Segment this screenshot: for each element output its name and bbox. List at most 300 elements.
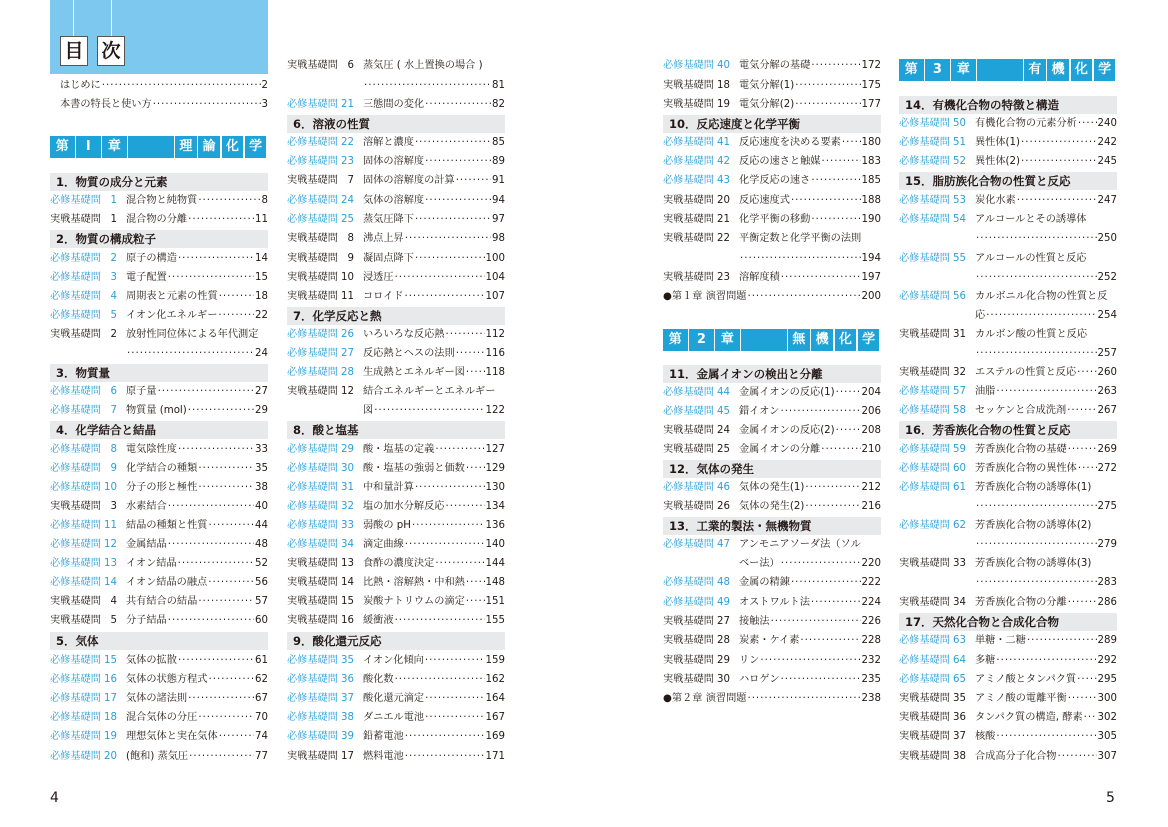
- leader-dots: [811, 172, 860, 190]
- entry-title: 本書の特長と使い方: [60, 99, 152, 110]
- leader-dots: [425, 690, 484, 708]
- leader-dots: [198, 192, 260, 210]
- leader-dots: [780, 403, 860, 421]
- entry-page: 40: [255, 501, 268, 512]
- leader-dots: [395, 612, 485, 630]
- toc-entry[interactable]: [663, 498, 881, 516]
- entry-page: 100: [485, 253, 505, 264]
- entry-number: 8: [347, 233, 354, 244]
- toc-entry[interactable]: [287, 460, 505, 478]
- toc-entry[interactable]: [899, 517, 1117, 535]
- entry-label: [663, 594, 739, 612]
- toc-entry[interactable]: [287, 652, 505, 670]
- toc-entry[interactable]: [899, 632, 1117, 650]
- toc-entry[interactable]: [899, 326, 1117, 344]
- toc-entry[interactable]: [899, 153, 1117, 171]
- leader-dots: [760, 652, 860, 670]
- entry-label-text: 実戦基礎問: [663, 99, 714, 110]
- entry-label-text: 実戦基礎問: [50, 596, 101, 607]
- entry-title: 電気分解(1): [739, 80, 795, 91]
- entry-title: 塩の加水分解反応: [363, 501, 445, 512]
- entry-label: [287, 250, 363, 268]
- entry-title: 芳香族化合物の異性体: [975, 463, 1077, 474]
- entry-title: (飽和) 蒸気圧: [126, 751, 189, 762]
- toc-entry[interactable]: [663, 422, 881, 440]
- entry-page: 245: [1097, 156, 1117, 167]
- entry-number: 45: [716, 406, 730, 417]
- entry-page: 232: [861, 655, 881, 666]
- entry-label: [287, 671, 363, 689]
- entry-page: 222: [861, 577, 881, 588]
- toc-entry-continuation[interactable]: [287, 77, 505, 95]
- toc-entry[interactable]: [50, 402, 268, 420]
- toc-entry[interactable]: [899, 690, 1117, 708]
- entry-title: 炭酸ナトリウムの滴定: [363, 596, 465, 607]
- leader-dots: [1027, 632, 1097, 650]
- toc-entry[interactable]: [50, 517, 268, 535]
- toc-entry[interactable]: [663, 172, 881, 190]
- entry-page: 52: [255, 558, 268, 569]
- entry-label: [50, 250, 126, 268]
- toc-entry-continuation[interactable]: [899, 498, 1117, 516]
- entry-label-text: 必修基礎問: [287, 674, 338, 685]
- chapter-char: 学: [1094, 59, 1116, 81]
- entry-number: 58: [952, 405, 966, 416]
- toc-entry-continuation[interactable]: [899, 345, 1117, 363]
- entry-label-text: 必修基礎問: [899, 137, 950, 148]
- entry-label-text: 必修基礎問: [287, 501, 338, 512]
- entry-title: 気体の状態方程式: [126, 674, 208, 685]
- leader-dots: [466, 364, 485, 382]
- toc-entry[interactable]: [287, 153, 505, 171]
- entry-label: [287, 441, 363, 459]
- leader-dots: [795, 96, 860, 114]
- toc-entry[interactable]: [899, 250, 1117, 268]
- leader-dots: [189, 748, 254, 766]
- toc-entry[interactable]: [287, 230, 505, 248]
- toc-entry[interactable]: [50, 288, 268, 306]
- entry-number: 24: [716, 425, 730, 436]
- entry-label-text: 必修基礎問: [50, 558, 101, 569]
- entry-label-text: 必修基礎問: [50, 520, 101, 531]
- toc-entry-continuation[interactable]: [899, 536, 1117, 554]
- chapter-char: 有: [1024, 59, 1046, 81]
- leader-dots: [781, 671, 861, 689]
- entry-label: [50, 460, 126, 478]
- entry-label: [663, 479, 739, 497]
- entry-label: [287, 96, 363, 114]
- entry-label-text: 必修基礎問: [663, 597, 714, 608]
- toc-entry[interactable]: [287, 383, 505, 401]
- section-heading: 15．脂肪族化合物の性質と反応: [899, 172, 1117, 190]
- section-heading: 10．反応速度と化学平衡: [663, 115, 881, 133]
- entry-page: 208: [861, 425, 881, 436]
- toc-entry[interactable]: [663, 384, 881, 402]
- toc-entry[interactable]: [663, 632, 881, 650]
- toc-entry[interactable]: [899, 134, 1117, 152]
- entry-number: 4: [110, 291, 117, 302]
- entry-label: [899, 211, 975, 229]
- leader-dots: [412, 517, 485, 535]
- toc-entry[interactable]: [663, 536, 881, 554]
- entry-page: 85: [492, 137, 505, 148]
- entry-number: 3: [110, 272, 117, 283]
- entry-number: 31: [952, 329, 966, 340]
- entry-label-text: 必修基礎問: [287, 693, 338, 704]
- toc-entry[interactable]: [287, 671, 505, 689]
- entry-label-text: 必修基礎問: [287, 156, 338, 167]
- entry-title: 電気分解の基礎: [739, 60, 811, 71]
- toc-entry-continuation[interactable]: [899, 307, 1117, 325]
- entry-number: 44: [716, 387, 730, 398]
- entry-title: 芳香族化合物の分離: [975, 597, 1067, 608]
- toc-entry[interactable]: [50, 728, 268, 746]
- leader-dots: [805, 479, 860, 497]
- toc-entry[interactable]: [287, 555, 505, 573]
- entry-page: 204: [861, 387, 881, 398]
- leader-dots: [836, 422, 861, 440]
- entry-number: 12: [103, 539, 117, 550]
- toc-entry[interactable]: [50, 498, 268, 516]
- entry-number: 18: [103, 712, 117, 723]
- entry-page: 190: [861, 214, 881, 225]
- toc-entry[interactable]: [899, 402, 1117, 420]
- entry-number: 48: [716, 577, 730, 588]
- toc-entry[interactable]: [287, 57, 505, 75]
- toc-entry[interactable]: [50, 192, 268, 210]
- entry-number: 6: [347, 60, 354, 71]
- toc-entry-continuation[interactable]: [287, 402, 505, 420]
- entry-label-text: 必修基礎問: [899, 386, 950, 397]
- entry-page: 94: [492, 195, 505, 206]
- entry-label: [287, 728, 363, 746]
- toc-entry[interactable]: [287, 690, 505, 708]
- leader-dots: [795, 77, 860, 95]
- section-heading: 13．工業的製法・無機物質: [663, 517, 881, 535]
- entry-page: 235: [861, 674, 881, 685]
- entry-number: 14: [340, 577, 354, 588]
- toc-entry[interactable]: [899, 652, 1117, 670]
- entry-number: 27: [340, 348, 354, 359]
- toc-entry[interactable]: [50, 748, 268, 766]
- entry-label-text: 実戦基礎問: [663, 674, 714, 685]
- leader-dots: [425, 192, 491, 210]
- chapter-char: 化: [835, 329, 857, 351]
- toc-entry[interactable]: [899, 671, 1117, 689]
- toc-entry[interactable]: [899, 192, 1117, 210]
- entry-label-text: 実戦基礎問: [899, 597, 950, 608]
- toc-entry[interactable]: [50, 479, 268, 497]
- toc-entry[interactable]: [287, 192, 505, 210]
- entry-page: 238: [861, 693, 881, 704]
- toc-entry[interactable]: [899, 479, 1117, 497]
- entry-page: 11: [255, 214, 268, 225]
- toc-entry-continuation[interactable]: [663, 555, 881, 573]
- toc-entry[interactable]: [50, 690, 268, 708]
- toc-entry[interactable]: [663, 57, 881, 75]
- entry-page: 220: [861, 558, 881, 569]
- toc-entry[interactable]: [663, 652, 881, 670]
- entry-label: [899, 192, 975, 210]
- entry-label-text: 必修基礎問: [50, 463, 101, 474]
- toc-entry[interactable]: [899, 709, 1117, 727]
- entry-title: アンモニアソーダ法（ソル: [739, 539, 861, 550]
- section-heading: 17．天然化合物と合成化合物: [899, 613, 1117, 631]
- entry-label: [663, 192, 739, 210]
- leader-dots: [1084, 709, 1097, 727]
- entry-number: 34: [952, 597, 966, 608]
- toc-entry[interactable]: [287, 517, 505, 535]
- entry-label-text: 必修基礎問: [50, 253, 101, 264]
- toc-entry[interactable]: [899, 594, 1117, 612]
- leader-dots: [208, 574, 254, 592]
- entry-label-text: 必修基礎問: [50, 712, 101, 723]
- toc-entry[interactable]: [899, 441, 1117, 459]
- toc-entry[interactable]: [663, 441, 881, 459]
- entry-title: 金属の精錬: [739, 577, 790, 588]
- toc-entry[interactable]: [50, 211, 268, 229]
- toc-entry[interactable]: [663, 77, 881, 95]
- chapter-char: 理: [175, 136, 197, 158]
- toc-entry[interactable]: [899, 555, 1117, 573]
- entry-label-text: 実戦基礎問: [899, 367, 950, 378]
- toc-entry[interactable]: [899, 460, 1117, 478]
- toc-entry[interactable]: [287, 96, 505, 114]
- entry-title: 気体の諸法則: [126, 693, 188, 704]
- leader-dots: [1067, 402, 1096, 420]
- entry-page: 250: [1097, 233, 1117, 244]
- entry-number: 37: [340, 693, 354, 704]
- entry-label: [287, 748, 363, 766]
- entry-title: 反応の速さと触媒: [739, 156, 821, 167]
- entry-page: 289: [1097, 635, 1117, 646]
- entry-label: [899, 134, 975, 152]
- toc-title-char: 目: [60, 36, 88, 66]
- entry-label-text: 実戦基礎問: [899, 329, 950, 340]
- toc-entry[interactable]: [50, 612, 268, 630]
- toc-entry[interactable]: [50, 536, 268, 554]
- entry-label-text: 必修基礎問: [663, 156, 714, 167]
- toc-entry[interactable]: [663, 479, 881, 497]
- entry-number: 35: [952, 693, 966, 704]
- entry-number: 50: [952, 118, 966, 129]
- entry-number: 22: [340, 137, 354, 148]
- entry-title: アルコールとその誘導体: [975, 214, 1087, 225]
- toc-entry[interactable]: [663, 574, 881, 592]
- entry-title: 核酸: [975, 731, 996, 742]
- toc-entry[interactable]: [50, 250, 268, 268]
- leader-dots: [1021, 153, 1097, 171]
- entry-title: 混合物と純物質: [126, 195, 198, 206]
- toc-entry[interactable]: [663, 690, 881, 708]
- toc-entry[interactable]: [287, 479, 505, 497]
- entry-label-text: 必修基礎問: [50, 751, 101, 762]
- entry-title: アミノ酸の電離平衡: [975, 693, 1067, 704]
- entry-title: 分子結晶: [126, 615, 167, 626]
- entry-number: 64: [952, 655, 966, 666]
- chapter-char: 学: [858, 329, 880, 351]
- entry-title: 化学反応の速さ: [739, 175, 811, 186]
- toc-entry[interactable]: [50, 460, 268, 478]
- entry-label: [899, 364, 975, 382]
- entry-label: [899, 153, 975, 171]
- entry-label-text: 実戦基礎問: [287, 751, 338, 762]
- toc-entry[interactable]: [50, 574, 268, 592]
- entry-number: 23: [340, 156, 354, 167]
- entry-title: 弱酸の pH: [363, 520, 411, 531]
- leader-dots: [976, 574, 1097, 592]
- entry-label: [50, 593, 126, 611]
- entry-title: リン: [739, 655, 760, 666]
- entry-number: 51: [952, 137, 966, 148]
- leader-dots: [188, 690, 254, 708]
- entry-label-text: 必修基礎問: [899, 195, 950, 206]
- entry-label-text: 必修基礎問: [287, 195, 338, 206]
- toc-entry[interactable]: [50, 709, 268, 727]
- toc-entry[interactable]: [287, 748, 505, 766]
- toc-entry[interactable]: [50, 307, 268, 325]
- toc-entry-continuation[interactable]: [899, 269, 1117, 287]
- toc-entry[interactable]: [663, 671, 881, 689]
- toc-entry[interactable]: [287, 211, 505, 229]
- entry-label: [50, 288, 126, 306]
- toc-entry-continuation[interactable]: [50, 345, 268, 363]
- toc-entry[interactable]: [287, 593, 505, 611]
- toc-entry[interactable]: [287, 441, 505, 459]
- entry-title: 化学結合の種類: [126, 463, 198, 474]
- chapter-char: 章: [715, 329, 740, 351]
- entry-label-text: 実戦基礎問: [663, 80, 714, 91]
- entry-label-text: 必修基礎問: [50, 539, 101, 550]
- entry-number: 31: [340, 482, 354, 493]
- entry-title: 理想気体と実在気体: [126, 731, 218, 742]
- toc-entry[interactable]: [50, 269, 268, 287]
- section-heading: 16．芳香族化合物の性質と反応: [899, 421, 1117, 439]
- toc-entry[interactable]: [287, 134, 505, 152]
- entry-label: [663, 77, 739, 95]
- toc-entry[interactable]: [899, 383, 1117, 401]
- leader-dots: [209, 671, 255, 689]
- toc-entry[interactable]: [287, 250, 505, 268]
- entry-number: 29: [340, 444, 354, 455]
- leader-dots: [219, 288, 254, 306]
- entry-page: 35: [255, 463, 268, 474]
- entry-label-text: 実戦基礎問: [287, 577, 338, 588]
- toc-entry[interactable]: [287, 269, 505, 287]
- toc-entry[interactable]: [287, 574, 505, 592]
- leader-dots: [1077, 671, 1096, 689]
- entry-title: 金属イオンの分離: [739, 444, 821, 455]
- toc-entry[interactable]: [663, 230, 881, 248]
- toc-entry[interactable]: [663, 403, 881, 421]
- entry-page: 307: [1097, 751, 1117, 762]
- entry-label: [50, 307, 126, 325]
- entry-label-text: 実戦基礎問: [287, 291, 338, 302]
- toc-entry-continuation[interactable]: [663, 250, 881, 268]
- toc-entry[interactable]: [50, 383, 268, 401]
- entry-number: 56: [952, 291, 966, 302]
- toc-entry[interactable]: [50, 652, 268, 670]
- toc-entry[interactable]: [663, 211, 881, 229]
- toc-entry[interactable]: [287, 172, 505, 190]
- toc-title-char: 次: [97, 36, 125, 66]
- leader-dots: [425, 709, 484, 727]
- toc-entry[interactable]: [287, 288, 505, 306]
- entry-number: 13: [340, 558, 354, 569]
- toc-entry[interactable]: [287, 728, 505, 746]
- toc-entry[interactable]: [50, 441, 268, 459]
- toc-entry[interactable]: [663, 594, 881, 612]
- leader-dots: [218, 307, 254, 325]
- entry-page: 144: [485, 558, 505, 569]
- toc-entry[interactable]: [50, 326, 268, 344]
- toc-entry[interactable]: [287, 364, 505, 382]
- leader-dots: [996, 728, 1096, 746]
- toc-entry[interactable]: [663, 153, 881, 171]
- toc-entry[interactable]: [663, 613, 881, 631]
- toc-entry[interactable]: [899, 748, 1117, 766]
- leader-dots: [395, 269, 485, 287]
- toc-entry-continuation[interactable]: [899, 574, 1117, 592]
- toc-entry[interactable]: [899, 288, 1117, 306]
- toc-entry[interactable]: [287, 345, 505, 363]
- toc-entry[interactable]: [899, 728, 1117, 746]
- entry-page: 164: [485, 693, 505, 704]
- entry-title: 固体の溶解度: [363, 156, 425, 167]
- toc-entry[interactable]: [663, 96, 881, 114]
- leader-dots: [415, 211, 491, 229]
- toc-entry[interactable]: [899, 115, 1117, 133]
- toc-entry[interactable]: [663, 192, 881, 210]
- entry-label: [287, 364, 363, 382]
- leader-dots: [456, 345, 485, 363]
- toc-entry[interactable]: [50, 96, 268, 114]
- entry-number: 2: [110, 329, 117, 340]
- entry-title: 中和量計算: [363, 482, 414, 493]
- toc-entry[interactable]: [50, 77, 268, 95]
- entry-title: アミノ酸とタンパク質: [975, 674, 1077, 685]
- toc-entry[interactable]: [899, 211, 1117, 229]
- entry-number: 28: [716, 635, 730, 646]
- entry-label-text: 実戦基礎問: [899, 751, 950, 762]
- toc-entry[interactable]: [50, 555, 268, 573]
- entry-title: 気体の拡散: [126, 655, 177, 666]
- entry-title: 気体の発生(2): [739, 501, 805, 512]
- entry-label-text: 必修基礎問: [50, 577, 101, 588]
- entry-label-text: 必修基礎問: [50, 482, 101, 493]
- toc-entry[interactable]: [287, 612, 505, 630]
- leader-dots: [374, 402, 484, 420]
- toc-entry[interactable]: [50, 593, 268, 611]
- entry-label: [899, 326, 975, 344]
- entry-page: 134: [485, 501, 505, 512]
- toc-entry[interactable]: [663, 288, 881, 306]
- leader-dots: [1068, 594, 1097, 612]
- entry-title: 反応熱とヘスの法則: [363, 348, 455, 359]
- toc-entry[interactable]: [287, 326, 505, 344]
- entry-label-text: 必修基礎問: [663, 137, 714, 148]
- toc-entry[interactable]: [287, 498, 505, 516]
- toc-entry[interactable]: [663, 134, 881, 152]
- entry-number: 30: [716, 674, 730, 685]
- toc-entry[interactable]: [899, 364, 1117, 382]
- toc-entry[interactable]: [663, 269, 881, 287]
- entry-label-text: 実戦基礎問: [663, 195, 714, 206]
- toc-entry[interactable]: [50, 671, 268, 689]
- toc-entry[interactable]: [287, 536, 505, 554]
- toc-entry-continuation[interactable]: [899, 230, 1117, 248]
- toc-entry[interactable]: [287, 709, 505, 727]
